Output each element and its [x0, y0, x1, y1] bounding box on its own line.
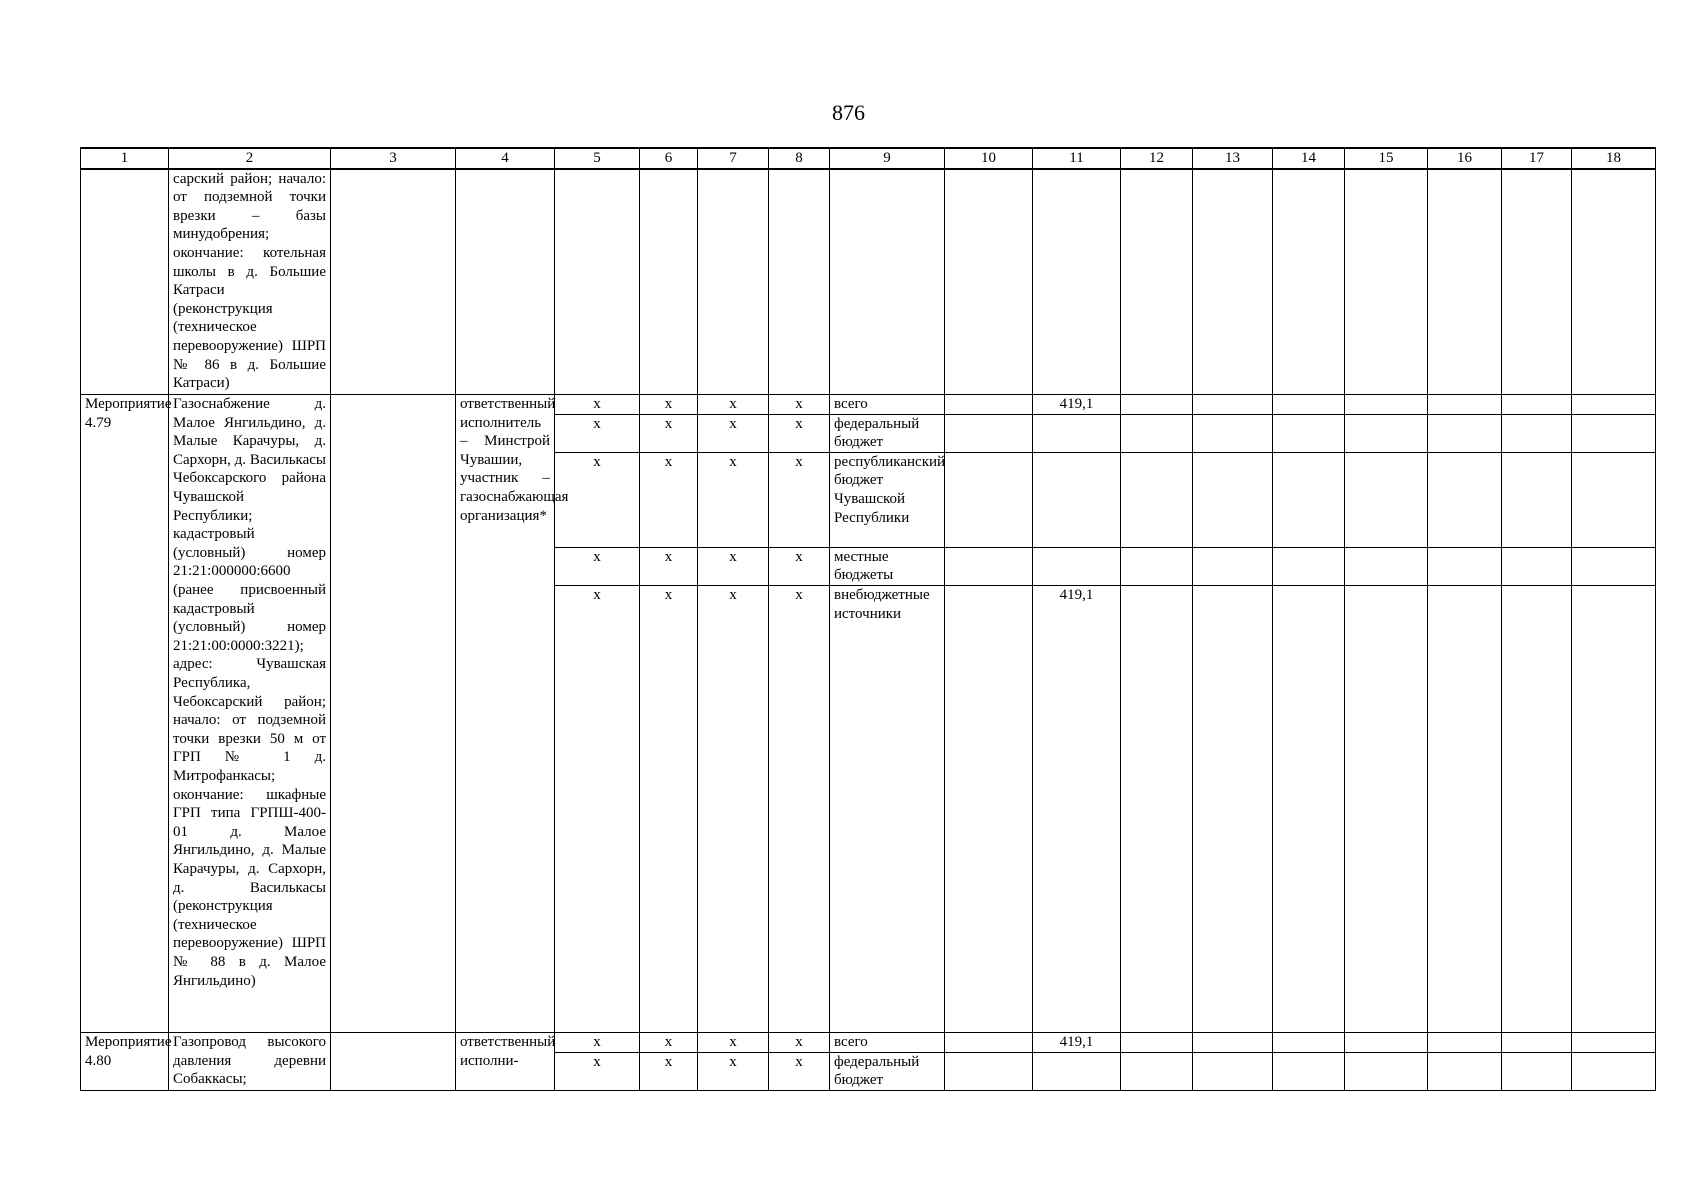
- code-cell: x: [640, 1052, 698, 1090]
- col-header: 18: [1572, 148, 1656, 169]
- cell-empty: [830, 169, 945, 395]
- col-header: 17: [1502, 148, 1572, 169]
- cell-empty: [1428, 1052, 1502, 1090]
- funding-source: местные бюджеты: [830, 547, 945, 585]
- cell-empty: [945, 169, 1033, 395]
- col-header: 1: [81, 148, 169, 169]
- amount-cell: [1033, 547, 1121, 585]
- cell-empty: [1121, 586, 1193, 1033]
- cell-empty: [1428, 169, 1502, 395]
- col-header: 7: [698, 148, 769, 169]
- amount-cell: 419,1: [1033, 586, 1121, 1033]
- measure-description: Газопровод высокого давления деревни Собаккасы;: [169, 1033, 331, 1091]
- cell-empty: [555, 169, 640, 395]
- cell-empty: [1502, 1052, 1572, 1090]
- col-header: 5: [555, 148, 640, 169]
- cell-empty: [1273, 414, 1345, 452]
- code-cell: x: [698, 586, 769, 1033]
- col-header: 8: [769, 148, 830, 169]
- code-cell: x: [769, 1033, 830, 1053]
- code-cell: x: [698, 1052, 769, 1090]
- amount-cell: [1033, 1052, 1121, 1090]
- cell-empty: [640, 169, 698, 395]
- cell-empty: [1273, 547, 1345, 585]
- funding-row: [81, 395, 1656, 415]
- cell-empty: [1572, 1033, 1656, 1053]
- col-header: 14: [1273, 148, 1345, 169]
- code-cell: x: [555, 586, 640, 1033]
- cell-empty: [1345, 547, 1428, 585]
- amount-cell: [1033, 452, 1121, 547]
- col-header: 9: [830, 148, 945, 169]
- cell-empty: [1033, 169, 1121, 395]
- col-header: 11: [1033, 148, 1121, 169]
- col-header: 13: [1193, 148, 1273, 169]
- cell-empty: [945, 586, 1033, 1033]
- cell-empty: [1121, 1052, 1193, 1090]
- cell-empty: [1502, 452, 1572, 547]
- cell-empty: [1121, 1033, 1193, 1053]
- cell-empty: [698, 169, 769, 395]
- cell-empty: [1345, 414, 1428, 452]
- cell-empty: [1193, 169, 1273, 395]
- funding-source: республиканский бюджет Чувашской Республики: [830, 452, 945, 547]
- column-number-row: [81, 148, 1656, 169]
- col-header: 10: [945, 148, 1033, 169]
- cell-empty: [1502, 547, 1572, 585]
- code-cell: x: [640, 1033, 698, 1053]
- code-cell: x: [640, 586, 698, 1033]
- funding-source: внебюджетные источники: [830, 586, 945, 1033]
- cell-empty: [1428, 452, 1502, 547]
- code-cell: x: [698, 547, 769, 585]
- code-cell: x: [640, 414, 698, 452]
- cell-empty: [1572, 452, 1656, 547]
- cell-empty: [1572, 414, 1656, 452]
- cell-empty: [945, 547, 1033, 585]
- program-measures-table: [80, 147, 1656, 1091]
- code-cell: x: [769, 414, 830, 452]
- cell-empty: [1572, 1052, 1656, 1090]
- code-cell: x: [698, 395, 769, 415]
- cell-empty: [1193, 395, 1273, 415]
- cell-empty: [1345, 1052, 1428, 1090]
- cell-empty: [1502, 414, 1572, 452]
- col-header: 4: [456, 148, 555, 169]
- cell-empty: [1121, 169, 1193, 395]
- code-cell: x: [698, 1033, 769, 1053]
- code-cell: x: [555, 1033, 640, 1053]
- code-cell: x: [555, 414, 640, 452]
- page-number: 876: [832, 100, 865, 125]
- cell-empty: [1121, 414, 1193, 452]
- code-cell: x: [555, 452, 640, 547]
- continuation-row: [81, 169, 1656, 395]
- cell-empty: [1273, 586, 1345, 1033]
- cell-empty: [1502, 395, 1572, 415]
- cell-empty: [1193, 452, 1273, 547]
- cell-empty: [1345, 169, 1428, 395]
- cell-empty: [1572, 547, 1656, 585]
- cell-empty: [1345, 1033, 1428, 1053]
- cell-empty: [1572, 586, 1656, 1033]
- cell-empty: [1193, 1033, 1273, 1053]
- funding-source: федеральный бюджет: [830, 1052, 945, 1090]
- cell-empty: [1121, 547, 1193, 585]
- cell-empty: [945, 1033, 1033, 1053]
- code-cell: x: [769, 1052, 830, 1090]
- cell-empty: [769, 169, 830, 395]
- cell-empty: [331, 169, 456, 395]
- col-header: 12: [1121, 148, 1193, 169]
- funding-source: федеральный бюджет: [830, 414, 945, 452]
- amount-cell: [1033, 414, 1121, 452]
- cell-empty: [1273, 452, 1345, 547]
- measure-executor: ответственный исполни-: [456, 1033, 555, 1091]
- cell-empty: [1572, 169, 1656, 395]
- cell-empty: [81, 169, 169, 395]
- measure-label: Мероприятие 4.79: [81, 395, 169, 1033]
- cell-empty: [1345, 452, 1428, 547]
- col-header: 2: [169, 148, 331, 169]
- cell-empty: [1273, 395, 1345, 415]
- cell-empty: [945, 1052, 1033, 1090]
- cell-empty: [1273, 1052, 1345, 1090]
- cell-empty: [331, 1033, 456, 1091]
- code-cell: x: [769, 395, 830, 415]
- cell-empty: [456, 169, 555, 395]
- funding-source: всего: [830, 1033, 945, 1053]
- col-header: 15: [1345, 148, 1428, 169]
- amount-cell: 419,1: [1033, 395, 1121, 415]
- cell-empty: [1502, 1033, 1572, 1053]
- code-cell: x: [698, 414, 769, 452]
- cell-empty: [1193, 586, 1273, 1033]
- cell-empty: [1428, 586, 1502, 1033]
- measure-label: Мероприятие 4.80: [81, 1033, 169, 1091]
- code-cell: x: [640, 452, 698, 547]
- cell-empty: [1502, 169, 1572, 395]
- code-cell: x: [769, 586, 830, 1033]
- cell-empty: [331, 395, 456, 1033]
- cell-empty: [1572, 395, 1656, 415]
- cell-empty: [1193, 1052, 1273, 1090]
- col-header: 3: [331, 148, 456, 169]
- col-header: 16: [1428, 148, 1502, 169]
- cell-empty: [1121, 452, 1193, 547]
- cell-empty: [1273, 169, 1345, 395]
- cell-empty: [1273, 1033, 1345, 1053]
- funding-row: [81, 1033, 1656, 1053]
- cell-empty: [1345, 395, 1428, 415]
- funding-source: всего: [830, 395, 945, 415]
- cell-empty: [945, 452, 1033, 547]
- cell-empty: [1345, 586, 1428, 1033]
- code-cell: x: [769, 452, 830, 547]
- cell-empty: [1193, 414, 1273, 452]
- cell-empty: [1428, 547, 1502, 585]
- code-cell: x: [769, 547, 830, 585]
- cell-empty: [1193, 547, 1273, 585]
- code-cell: x: [555, 547, 640, 585]
- cell-empty: [1428, 414, 1502, 452]
- measure-description: сарский район; начало: от подземной точки врезки – базы минудобрения; окончание: котельная школы в д. Большие Катраси (реконструкция (техническое перевооружение) ШРП № 86 в д. Большие Катраси): [169, 169, 331, 395]
- code-cell: x: [555, 1052, 640, 1090]
- measure-description: Газоснабжение д. Малое Янгильдино, д. Малые Карачуры, д. Сархорн, д. Василькасы Чебоксарского района Чувашской Республики; кадастровый (условный) номер 21:21:000000:6600 (ранее присвоенный кадастровый (условный) номер 21:21:00:0000:3221); адрес: Чувашская Республика, Чебоксарский район; начало: от подземной точки врезки 50 м от ГРП № 1 д. Митрофанкасы; окончание: шкафные ГРП типа ГРПШ-400-01 д. Малое Янгильдино, д. Малые Карачуры, д. Сархорн, д. Василькасы (реконструкция (техническое перевооружение) ШРП № 88 в д. Малое Янгильдино): [169, 395, 331, 1033]
- measure-executor: ответственный исполнитель – Минстрой Чувашии, участник – газоснабжающая организация*: [456, 395, 555, 1033]
- amount-cell: 419,1: [1033, 1033, 1121, 1053]
- cell-empty: [1428, 1033, 1502, 1053]
- code-cell: x: [640, 395, 698, 415]
- cell-empty: [945, 395, 1033, 415]
- cell-empty: [1121, 395, 1193, 415]
- code-cell: x: [555, 395, 640, 415]
- col-header: 6: [640, 148, 698, 169]
- code-cell: x: [640, 547, 698, 585]
- cell-empty: [1502, 586, 1572, 1033]
- code-cell: x: [698, 452, 769, 547]
- cell-empty: [945, 414, 1033, 452]
- cell-empty: [1428, 395, 1502, 415]
